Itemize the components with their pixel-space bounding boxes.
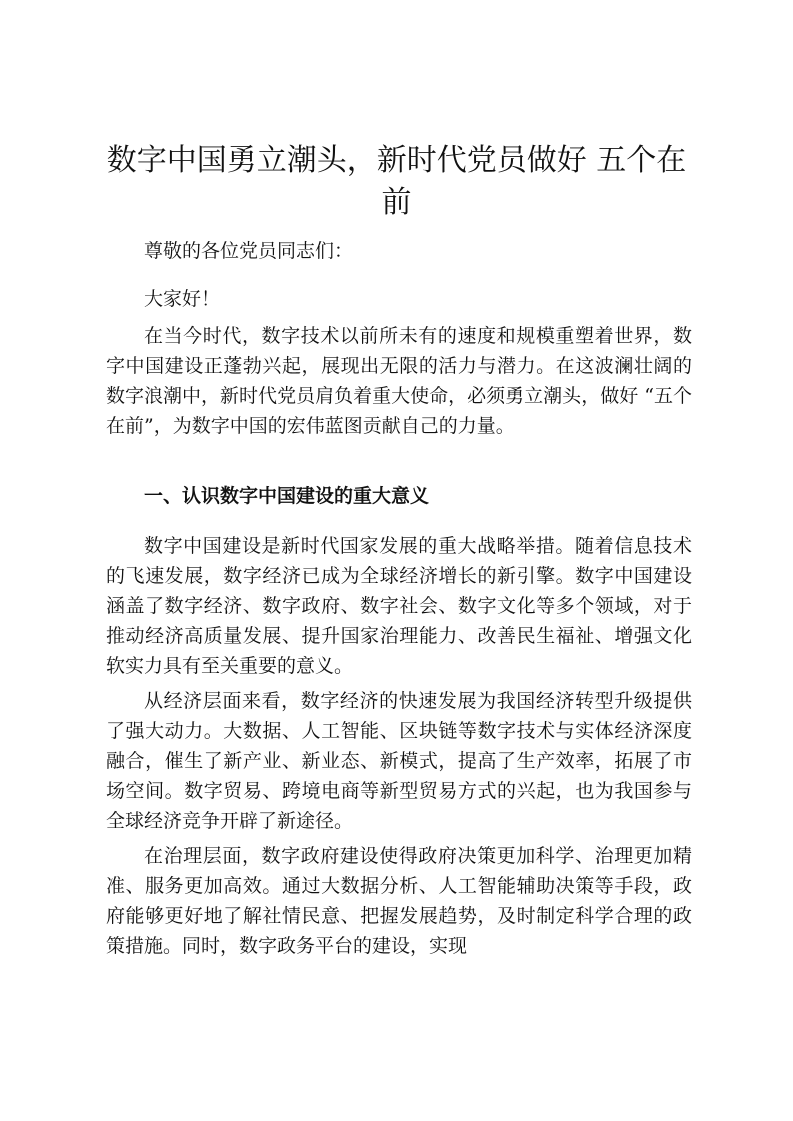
section-paragraph: 数字中国建设是新时代国家发展的重大战略举措。随着信息技术的飞速发展，数字经济已成为全球经济增长的新引擎。数字中国建设涵盖了数字经济、数字政府、数字社会、数字文化等多个领域，对于推动经济高质量发展、提升国家治理能力、改善民生福祉、增强文化软实力具有至关重要的意义。 <box>106 535 692 677</box>
salutation: 尊敬的各位党员同志们： <box>144 240 354 262</box>
section-paragraph: 从经济层面来看，数字经济的快速发展为我国经济转型升级提供了强大动力。大数据、人工智能、区块链等数字技术与实体经济深度融合，催生了新产业、新业态、新模式，提高了生产效率，拓展了市场空间。数字贸易、跨境电商等新型贸易方式的兴起，也为我国参与全球经济竞争开辟了新途径。 <box>106 690 692 832</box>
greeting: 大家好！ <box>144 288 221 310</box>
section-heading: 一、认识数字中国建设的重大意义 <box>144 485 430 507</box>
document-title: 数字中国勇立潮头，新时代党员做好 五个在前 <box>106 143 687 220</box>
section-paragraph: 在治理层面，数字政府建设使得政府决策更加科学、治理更加精准、服务更加高效。通过大数据分析、人工智能辅助决策等手段，政府能够更好地了解社情民意、把握发展趋势，及时制定科学合理的政策措施。同时，数字政务平台的建设，实现 <box>106 845 692 957</box>
intro-paragraph: 在当今时代，数字技术以前所未有的速度和规模重塑着世界，数字中国建设正蓬勃兴起，展现出无限的活力与潜力。在这波澜壮阔的数字浪潮中，新时代党员肩负着重大使命，必须勇立潮头，做好 “五个在前”，为数字中国的宏伟蓝图贡献自己的力量。 <box>106 325 692 437</box>
